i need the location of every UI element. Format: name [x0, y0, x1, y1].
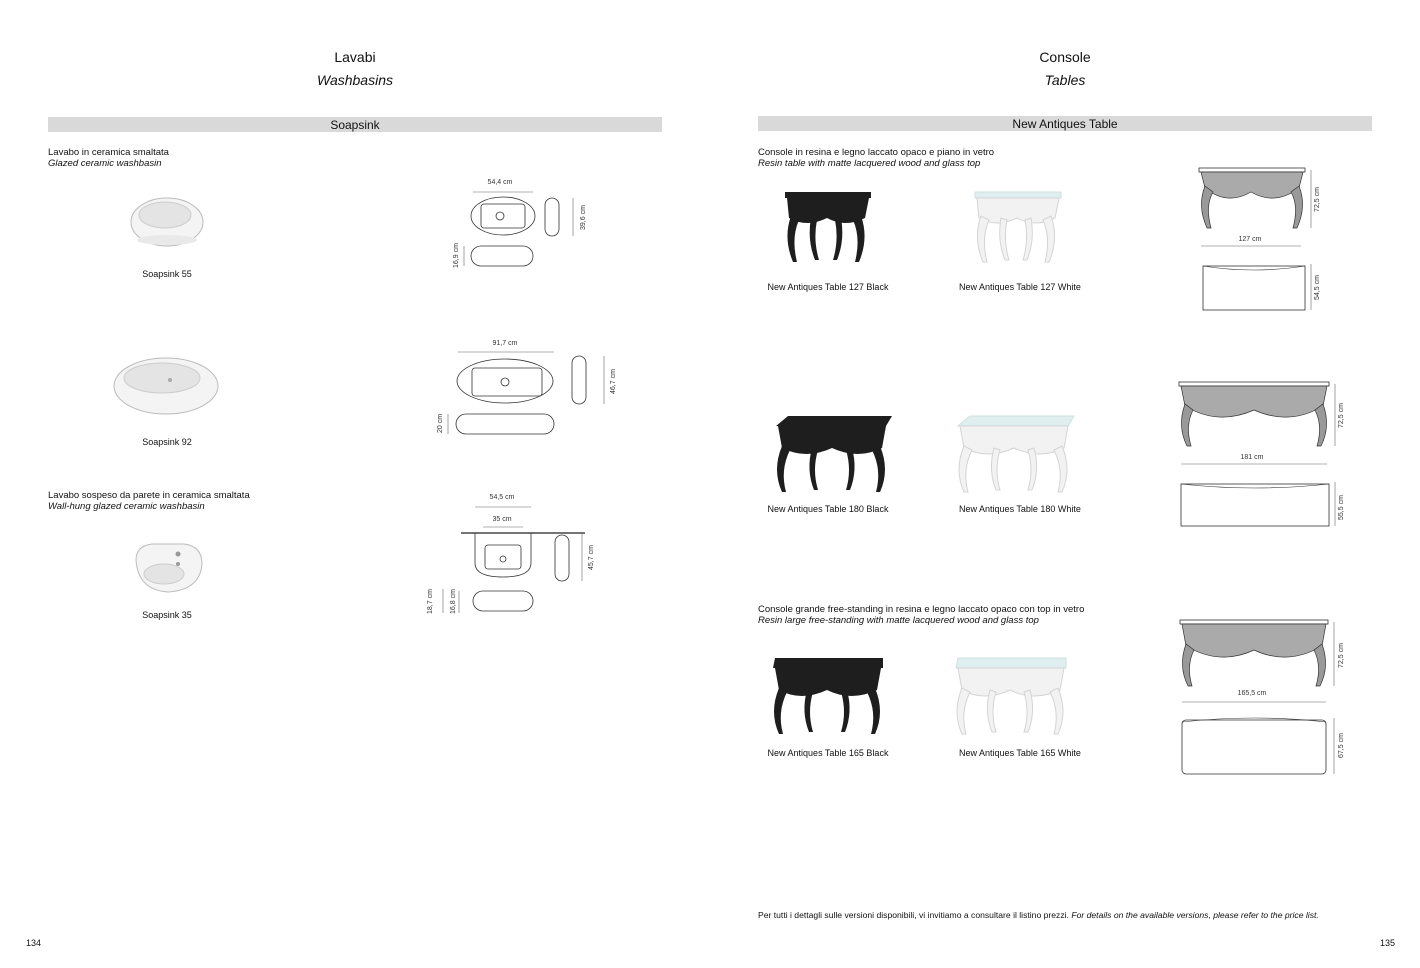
basin-inner	[139, 202, 191, 228]
dim-127-depth: 54,5 cm	[1314, 275, 1321, 300]
left-desc-1-it: Lavabo in ceramica smaltata	[48, 147, 169, 158]
table-165-white-photo	[948, 654, 1070, 739]
product-name-165-black: New Antiques Table 165 Black	[767, 748, 889, 758]
dim-soapsink35-depth: 45,7 cm	[588, 545, 595, 570]
product-name-165-white: New Antiques Table 165 White	[959, 748, 1081, 758]
product-name-127-black: New Antiques Table 127 Black	[767, 282, 889, 292]
basin-shadow	[137, 235, 197, 245]
right-desc-2-en: Resin large free-standing with matte lacquered wood and glass top	[758, 615, 1039, 626]
footer-it: Per tutti i dettagli sulle versioni disponibili, vi invitiamo a consultare il listino prezzi.	[758, 910, 1069, 920]
dim-165-height: 72,5 cm	[1338, 643, 1345, 668]
left-section-bar: Soapsink	[48, 117, 662, 132]
right-page-number: 135	[1380, 938, 1396, 948]
dim-180-height: 72,5 cm	[1338, 403, 1345, 428]
drawing-table-165	[1176, 618, 1341, 783]
right-desc-1-en: Resin table with matte lacquered wood and glass top	[758, 158, 981, 169]
dim-127-height: 72,5 cm	[1314, 187, 1321, 212]
right-footer-note	[758, 910, 1378, 920]
table-165-black-photo	[765, 654, 887, 739]
dim-soapsink35-height-a: 18,7 cm	[427, 589, 434, 614]
product-name-soapsink-92: Soapsink 92	[142, 437, 192, 447]
dim-127-width: 127 cm	[1238, 236, 1262, 243]
table-127-black-photo	[775, 188, 875, 268]
dim-soapsink35-width: 54,5 cm	[489, 494, 515, 501]
dim-soapsink92-depth: 46,7 cm	[610, 369, 617, 394]
left-page-number: 134	[26, 938, 42, 948]
table-180-black-photo	[768, 412, 896, 497]
right-desc-2	[758, 604, 1138, 626]
dim-soapsink35-inner: 35 cm	[492, 516, 512, 523]
footer-en: For details on the available versions, please refer to the price list.	[1071, 910, 1319, 920]
dim-165-width: 165,5 cm	[1237, 690, 1267, 697]
dim-soapsink92-width: 91,7 cm	[492, 340, 518, 347]
dim-soapsink55-height: 16,9 cm	[453, 243, 460, 268]
product-name-180-black: New Antiques Table 180 Black	[767, 504, 889, 514]
right-desc-1	[758, 147, 1118, 169]
drawing-soapsink-92	[440, 348, 630, 440]
left-desc-2-en: Wall-hung glazed ceramic washbasin	[48, 501, 205, 512]
left-page-title: Lavabi	[334, 49, 376, 65]
dim-180-depth: 55,5 cm	[1338, 495, 1345, 520]
right-page-title: Console	[1039, 49, 1091, 65]
dim-soapsink55-depth: 39,6 cm	[580, 205, 587, 230]
right-desc-2-it: Console grande free-standing in resina e legno laccato opaco con top in vetro	[758, 604, 1085, 615]
product-name-180-white: New Antiques Table 180 White	[959, 504, 1081, 514]
soapsink-35-photo	[128, 538, 208, 596]
product-name-soapsink-55: Soapsink 55	[142, 269, 192, 279]
left-desc-2-it: Lavabo sospeso da parete in ceramica smaltata	[48, 490, 250, 501]
dim-soapsink55-width: 54,4 cm	[487, 179, 513, 186]
dim-180-width: 181 cm	[1240, 454, 1264, 461]
left-desc-1-en: Glazed ceramic washbasin	[48, 158, 162, 169]
product-name-127-white: New Antiques Table 127 White	[959, 282, 1081, 292]
soapsink-55-photo	[125, 190, 210, 250]
soapsink-92-photo	[110, 350, 222, 420]
left-desc-2	[48, 490, 368, 512]
dim-165-depth: 67,5 cm	[1338, 733, 1345, 758]
left-page-subtitle: Washbasins	[316, 72, 393, 88]
right-section-bar: New Antiques Table	[758, 116, 1372, 131]
left-desc-1	[48, 147, 348, 169]
table-180-white-photo	[950, 412, 1078, 497]
table-127-white-photo	[965, 188, 1065, 268]
right-page-subtitle: Tables	[1044, 72, 1086, 88]
dim-soapsink92-height: 20 cm	[437, 413, 444, 433]
dim-soapsink35-height-b: 16,8 cm	[450, 589, 457, 614]
product-name-soapsink-35: Soapsink 35	[142, 610, 192, 620]
right-desc-1-it: Console in resina e legno laccato opaco e piano in vetro	[758, 147, 995, 158]
drawing-soapsink-55	[455, 188, 595, 273]
